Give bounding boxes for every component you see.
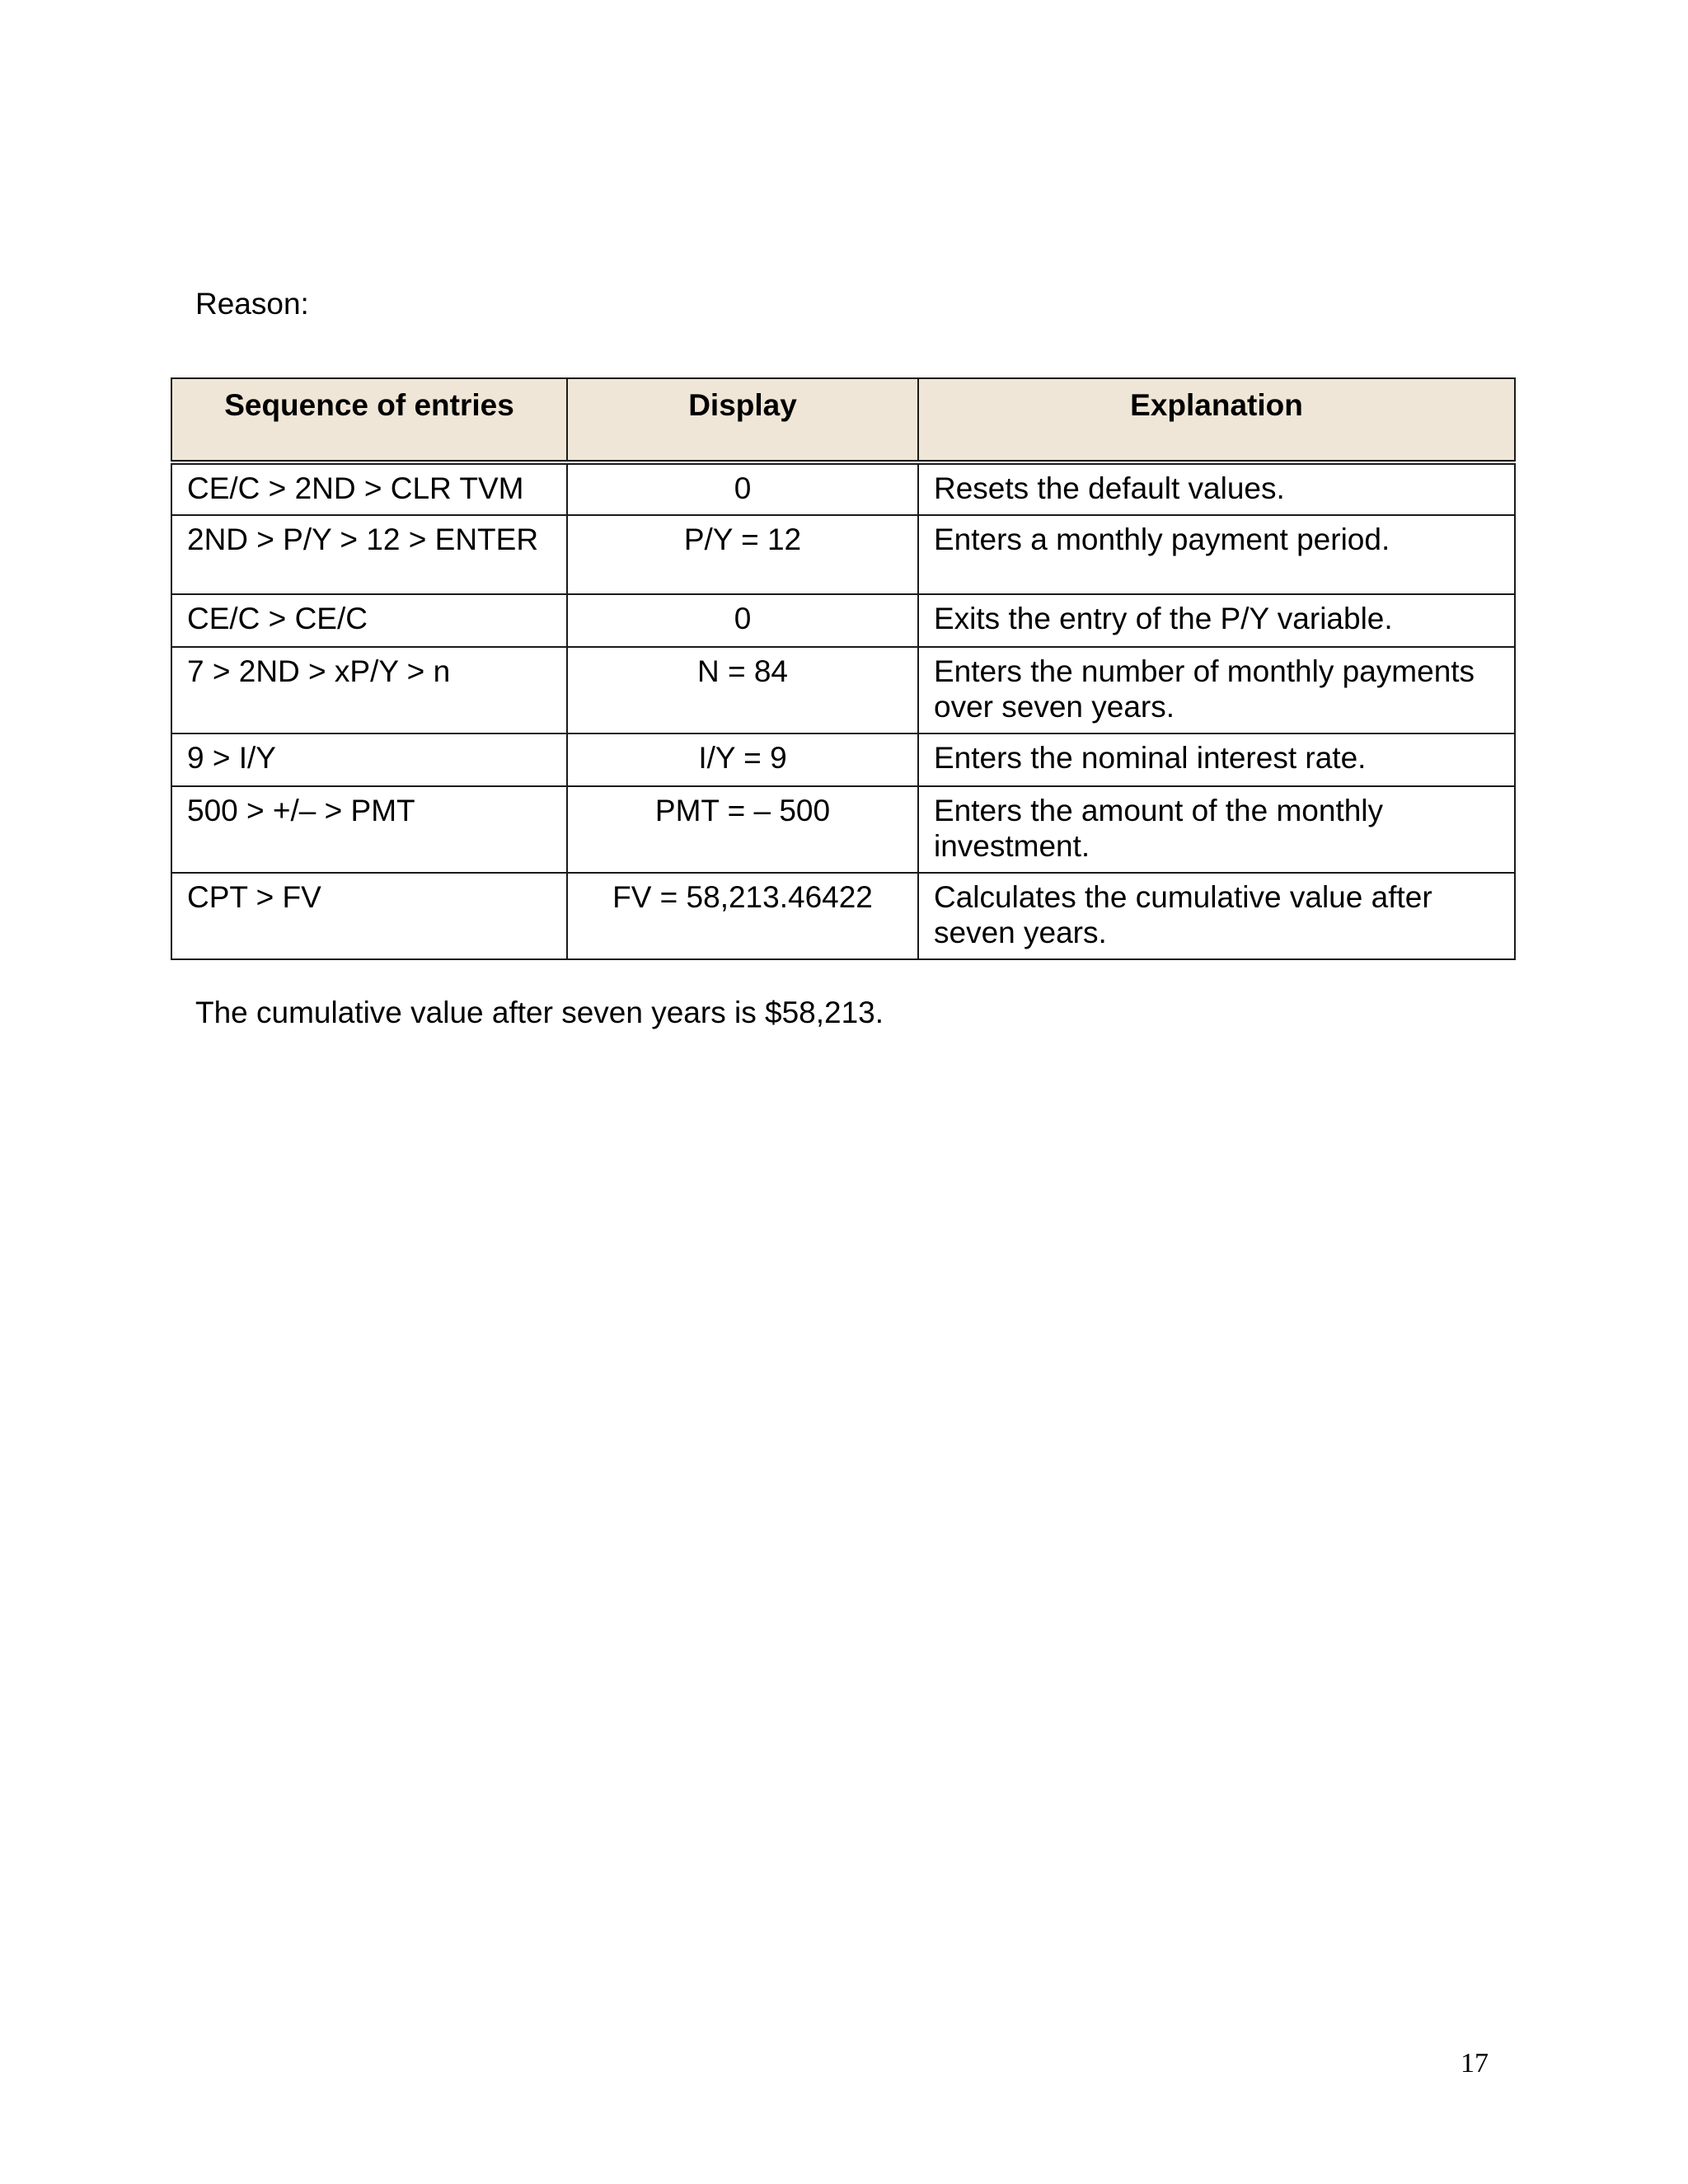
- display-cell: 0: [567, 462, 918, 515]
- sequence-cell: 500 > +/– > PMT: [171, 786, 567, 873]
- sequence-cell: CE/C > CE/C: [171, 594, 567, 647]
- explanation-cell: Resets the default values.: [918, 462, 1515, 515]
- explanation-cell: Enters the nominal interest rate.: [918, 733, 1515, 786]
- header-display: Display: [567, 378, 918, 462]
- explanation-cell: Enters a monthly payment period.: [918, 515, 1515, 594]
- explanation-cell: Exits the entry of the P/Y variable.: [918, 594, 1515, 647]
- reason-label: Reason:: [195, 287, 309, 321]
- sequence-cell: 9 > I/Y: [171, 733, 567, 786]
- table-row: [171, 733, 1515, 786]
- table-row: [171, 462, 1515, 515]
- sequence-cell: 7 > 2ND > xP/Y > n: [171, 647, 567, 733]
- sequence-cell: CPT > FV: [171, 873, 567, 959]
- table-row: [171, 873, 1515, 959]
- explanation-cell: Enters the number of monthly payments over seven years.: [918, 647, 1515, 733]
- table-row: [171, 786, 1515, 873]
- explanation-cell: Calculates the cumulative value after seven years.: [918, 873, 1515, 959]
- conclusion-text: The cumulative value after seven years is $58,213.: [195, 996, 884, 1029]
- display-cell: PMT = – 500: [567, 786, 918, 873]
- sequence-cell: 2ND > P/Y > 12 > ENTER: [171, 515, 567, 594]
- sequence-cell: CE/C > 2ND > CLR TVM: [171, 462, 567, 515]
- table-row: [171, 594, 1515, 647]
- header-sequence: Sequence of entries: [171, 378, 567, 462]
- display-cell: I/Y = 9: [567, 733, 918, 786]
- table-row: [171, 515, 1515, 594]
- explanation-cell: Enters the amount of the monthly investment.: [918, 786, 1515, 873]
- calculator-steps-table: [171, 377, 1516, 960]
- table-header-row: [171, 378, 1515, 462]
- header-explanation: Explanation: [918, 378, 1515, 462]
- display-cell: N = 84: [567, 647, 918, 733]
- display-cell: FV = 58,213.46422: [567, 873, 918, 959]
- display-cell: P/Y = 12: [567, 515, 918, 594]
- table-row: [171, 647, 1515, 733]
- display-cell: 0: [567, 594, 918, 647]
- page-number: 17: [1461, 2048, 1489, 2079]
